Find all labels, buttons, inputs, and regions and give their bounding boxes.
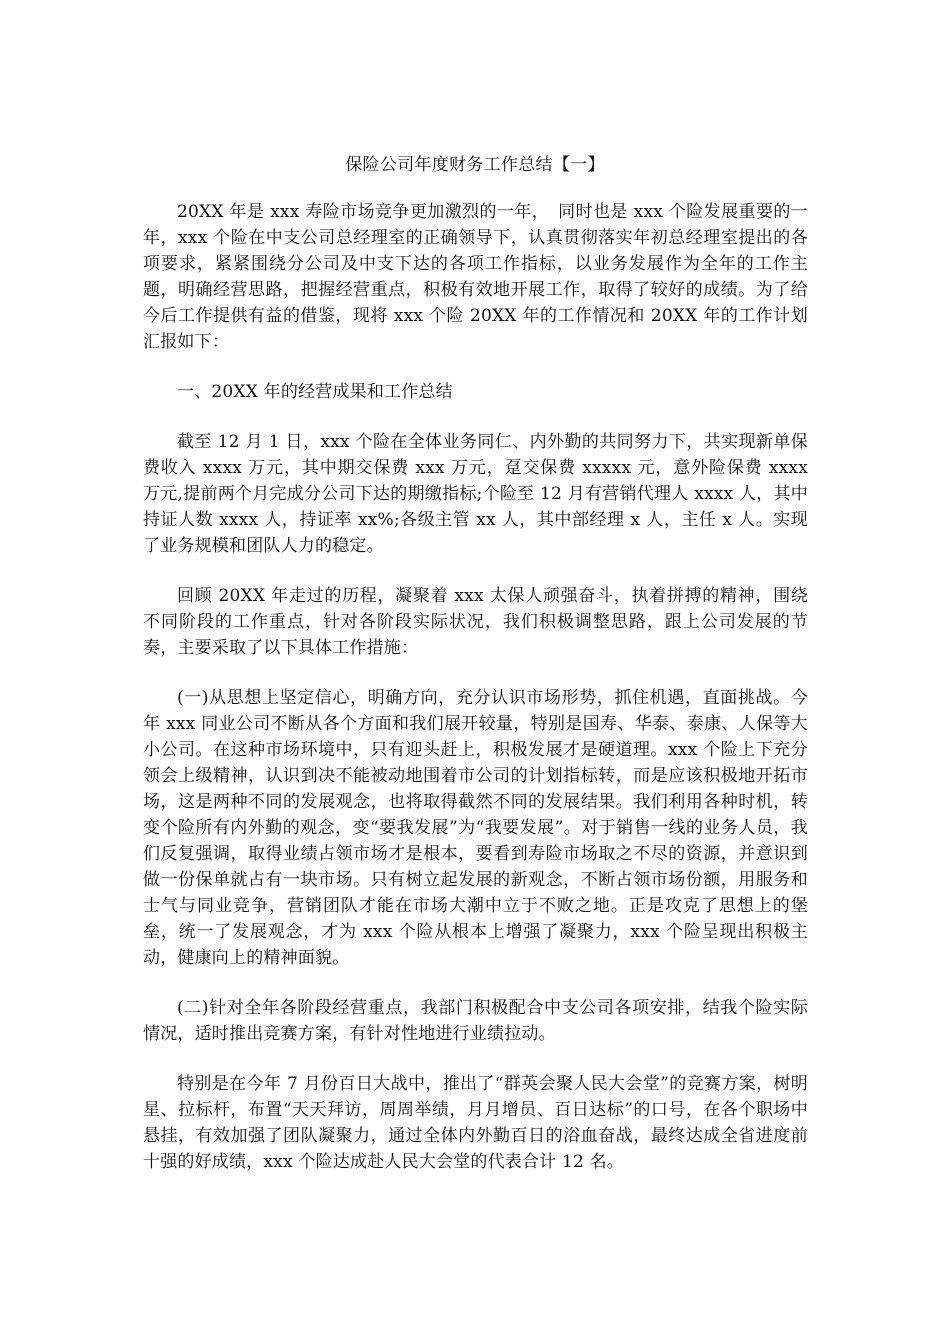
paragraph-results: 截至 12 月 1 日，xxx 个险在全体业务同仁、内外勤的共同努力下，共实现新单保费收入 xxxx 万元，其中期交保费 xxx 万元，趸交保费 xxxxx 元，意外险保费 xxxx 万元,提前两个月完成分公司下达的期缴指标;个险至 12 月有营销代理人 xxxx 人，其中持证人数 xxxx 人，持证率 xx%;各级主管 xx 人，其中部经理 x 人，主任 x 人。实现了业务规模和团队人力的稳定。	[143, 432, 808, 556]
section-heading: 一、20XX 年的经营成果和工作总结	[177, 382, 453, 402]
document-body	[143, 199, 808, 1199]
document-title: 保险公司年度财务工作总结【一】	[345, 155, 605, 175]
paragraph-intro: 20XX 年是 xxx 寿险市场竞争更加激烈的一年， 同时也是 xxx 个险发展重要的一年，xxx 个险在中支公司总经理室的正确领导下，认真贯彻落实年初总经理室提出的各项要求，紧紧围绕分公司及中支下达的各项工作指标，以业务发展作为全年的工作主题，明确经营思路，把握经营重点，积极有效地开展工作，取得了较好的成绩。为了给今后工作提供有益的借鉴，现将 xxx 个险 20XX 年的工作情况和 20XX 年的工作计划汇报如下：	[143, 202, 808, 352]
paragraph-measure-1: (一)从思想上坚定信心，明确方向，充分认识市场形势，抓住机遇，直面挑战。今年 xxx 同业公司不断从各个方面和我们展开较量，特别是国寿、华泰、泰康、人保等大小公司。在这种市场环境中，只有迎头赶上，积极发展才是硬道理。xxx 个险上下充分领会上级精神，认识到决不能被动地围着市公司的计划指标转，而是应该积极地开拓市场，这是两种不同的发展观念，也将取得截然不同的发展结果。我们利用各种时机，转变个险所有内外勤的观念，变“要我发展”为“我要发展”。对于销售一线的业务人员，我们反复强调，取得业绩占领市场才是根本，要看到寿险市场取之不尽的资源，并意识到做一份保单就占有一块市场。只有树立起发展的新观念，不断占领市场份额，用服务和士气与同业竞争，营销团队才能在市场大潮中立于不败之地。正是攻克了思想上的堡垒，统一了发展观念，才为 xxx 个险从根本上增强了凝聚力，xxx 个险呈现出积极主动，健康向上的精神面貌。	[143, 688, 808, 968]
paragraph-measure-2: (二)针对全年各阶段经营重点，我部门积极配合中支公司各项安排，结我个险实际情况，适时推出竞赛方案，有针对性地进行业绩拉动。	[143, 998, 808, 1044]
paragraph-campaign: 特别是在今年 7 月份百日大战中，推出了“群英会聚人民大会堂”的竞赛方案，树明星、拉标杆，布置“天天拜访，周周举绩，月月增员、百日达标”的口号，在各个职场中悬挂，有效加强了团队凝聚力，通过全体内外勤百日的浴血奋战，最终达成全省进度前十强的好成绩，xxx 个险达成赴人民大会堂的代表合计 12 名。	[143, 1074, 808, 1172]
paragraph-review: 回顾 20XX 年走过的历程，凝聚着 xxx 太保人顽强奋斗，执着拼搏的精神，围绕不同阶段的工作重点，针对各阶段实际状况，我们积极调整思路，跟上公司发展的节奏，主要采取了以下具体工作措施：	[143, 586, 808, 658]
